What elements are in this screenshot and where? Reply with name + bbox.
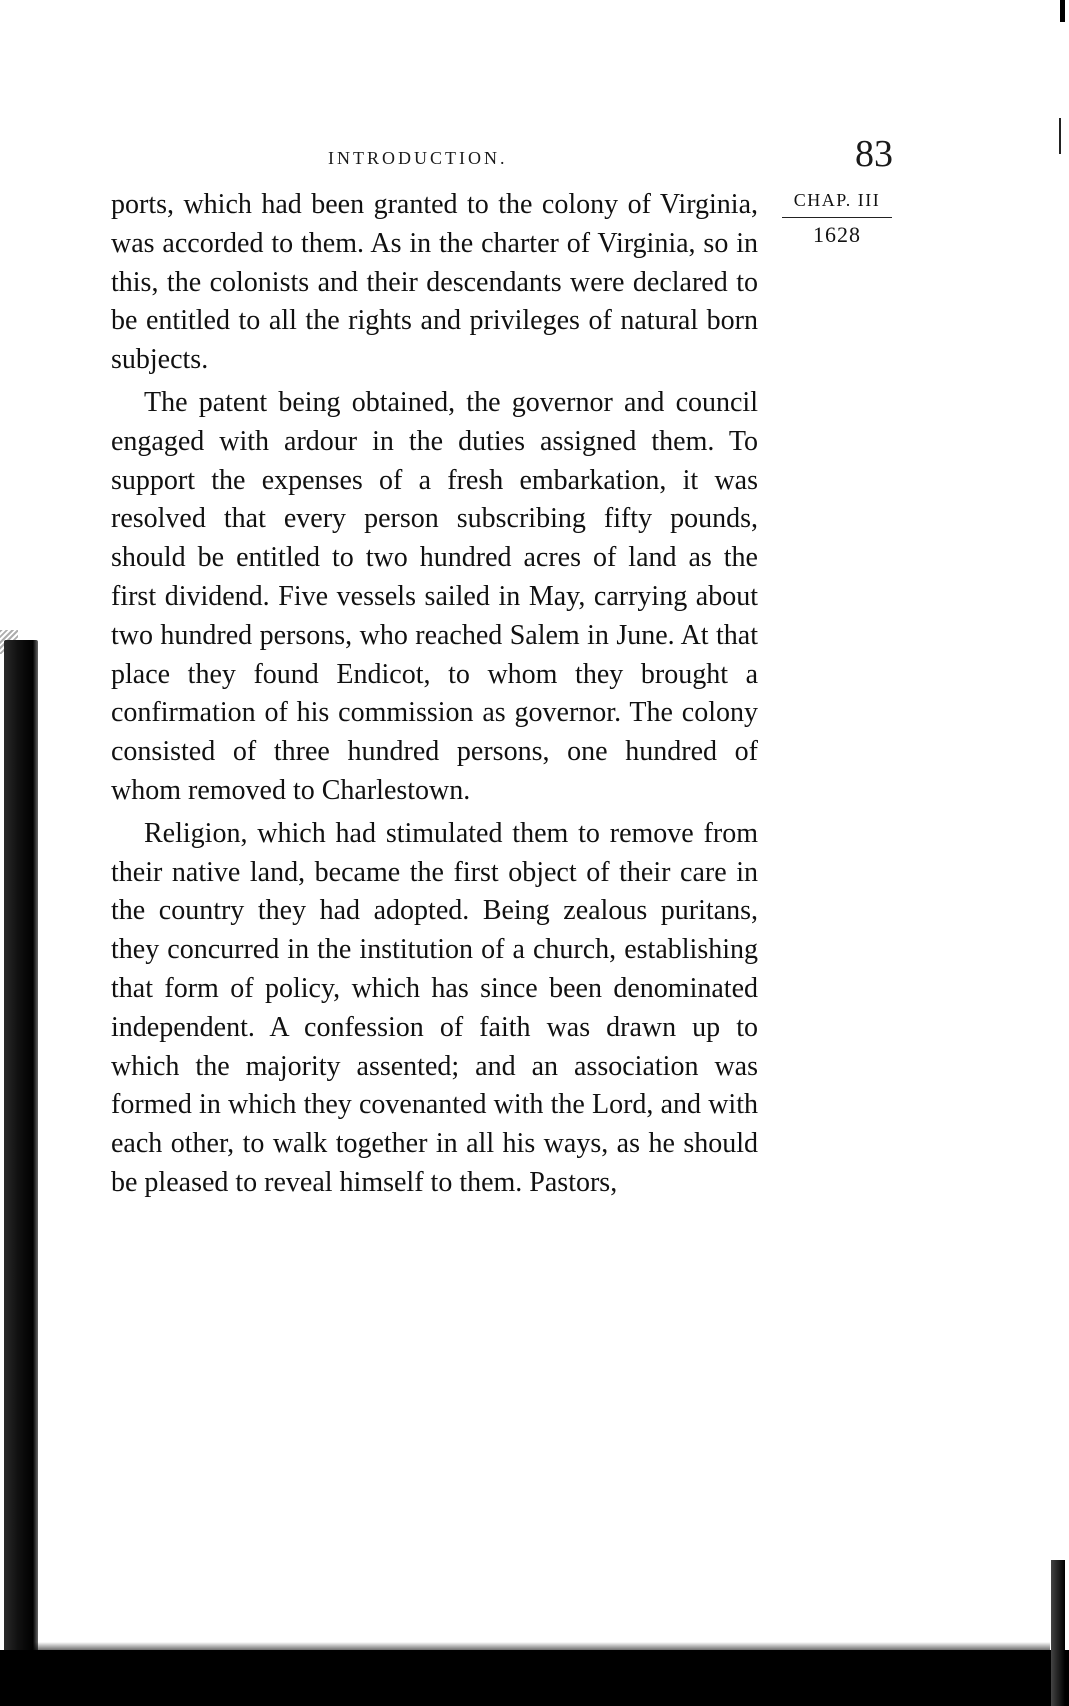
margin-note [782, 190, 892, 248]
margin-chapter: CHAP. III [782, 190, 892, 218]
paragraph-1: ports, which had been granted to the colony of Virginia, was accorded to them. As in the charter of Virginia, so in this, the colonists and their descendants were declared to be entitled to all the rights and privileges of natural born subjects. [111, 189, 758, 376]
running-head: INTRODUCTION. [328, 148, 508, 168]
paragraph-3: Religion, which had stimulated them to remove from their native land, became the first object of their care in the country they had adopted. Being zealous puritans, they concurred in the institution of a church, establishing that form of policy, which has since been denominated independent. A confession of faith was drawn up to which the majority assented; and an association was formed in which they covenanted with the Lord, and with each other, to walk together in all his ways, as he should be pleased to reveal himself to them. Pastors, [111, 817, 758, 1198]
margin-year: 1628 [813, 222, 861, 247]
paragraph-2: The patent being obtained, the governor and council engaged with ardour in the duties assigned them. To support the expenses of a fresh embarkation, it was resolved that every person subscribing fifty pounds, should be entitled to two hundred acres of land as the first dividend. Five vessels sailed in May, carrying about two hundred persons, who reached Salem in June. At that place they found Endicot, to whom they brought a confirmation of his commission as governor. The colony consisted of three hundred persons, one hundred of whom removed to Charlestown. [111, 386, 758, 806]
scan-right-mark [1060, 0, 1065, 22]
scan-right-line [1059, 118, 1061, 154]
body-text [111, 186, 758, 1203]
scan-left-shadow [4, 640, 38, 1660]
page-number: 83 [855, 133, 893, 175]
scan-bottom-shadow [0, 1650, 1069, 1706]
scan-right-shadow [1051, 1560, 1065, 1706]
